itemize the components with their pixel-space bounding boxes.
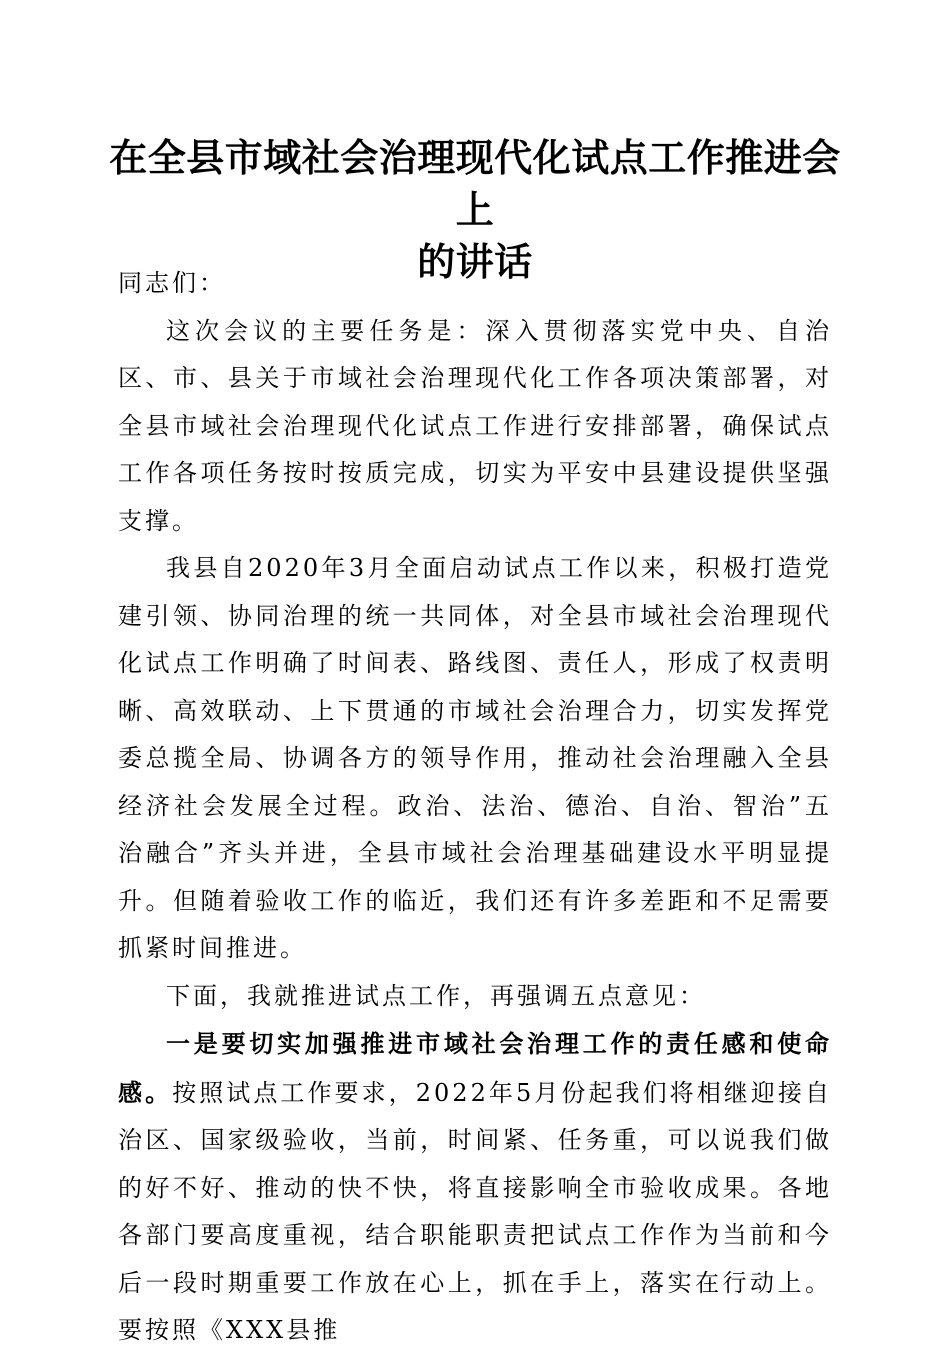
salutation: 同志们： bbox=[118, 269, 226, 297]
point-one-heading: 一是要切实加强推进市域社会治理工作的责任感和使命感。 bbox=[118, 1029, 832, 1107]
title-line-1: 在全县市域社会治理现代化试点工作推进会上 bbox=[109, 135, 841, 232]
point-one-text: 按照试点工作要求，2022年5月份起我们将相继迎接自治区、国家级验收，当前，时间紧、任务重，可以说我们做的好不好、推动的快不快，将直接影响全市验收成果。各地各部门要高度重视，结合职能职责把试点工作作为当前和今后一段时期重要工作放在心上，抓在手上，落实在行动上。要按照《XXX县推 bbox=[118, 1078, 832, 1344]
paragraph-intro-points: 下面，我就推进试点工作，再强调五点意见： bbox=[166, 981, 706, 1010]
paragraph-point-one bbox=[118, 1020, 832, 1355]
document-body bbox=[118, 260, 832, 1355]
paragraph-meeting-task: 这次会议的主要任务是：深入贯彻落实党中央、自治区、市、县关于市域社会治理现代化工作各项决策部署，对全县市域社会治理现代化试点工作进行安排部署，确保试点工作各项任务按时按质完成，切实为平安中县建设提供坚强支撑。 bbox=[118, 316, 832, 535]
paragraph-progress: 我县自2020年3月全面启动试点工作以来，积极打造党建引领、协同治理的统一共同体，对全县市域社会治理现代化试点工作明确了时间表、路线图、责任人，形成了权责明晰、高效联动、上下贯通的市域社会治理合力，切实发挥党委总揽全局、协调各方的领导作用，推动社会治理融入全县经济社会发展全过程。政治、法治、德治、自治、智治”五治融合”齐头并进，全县市域社会治理基础建设水平明显提升。但随着验收工作的临近，我们还有许多差距和不足需要抓紧时间推进。 bbox=[118, 554, 832, 962]
title-line-2: 的讲话 bbox=[417, 239, 533, 284]
